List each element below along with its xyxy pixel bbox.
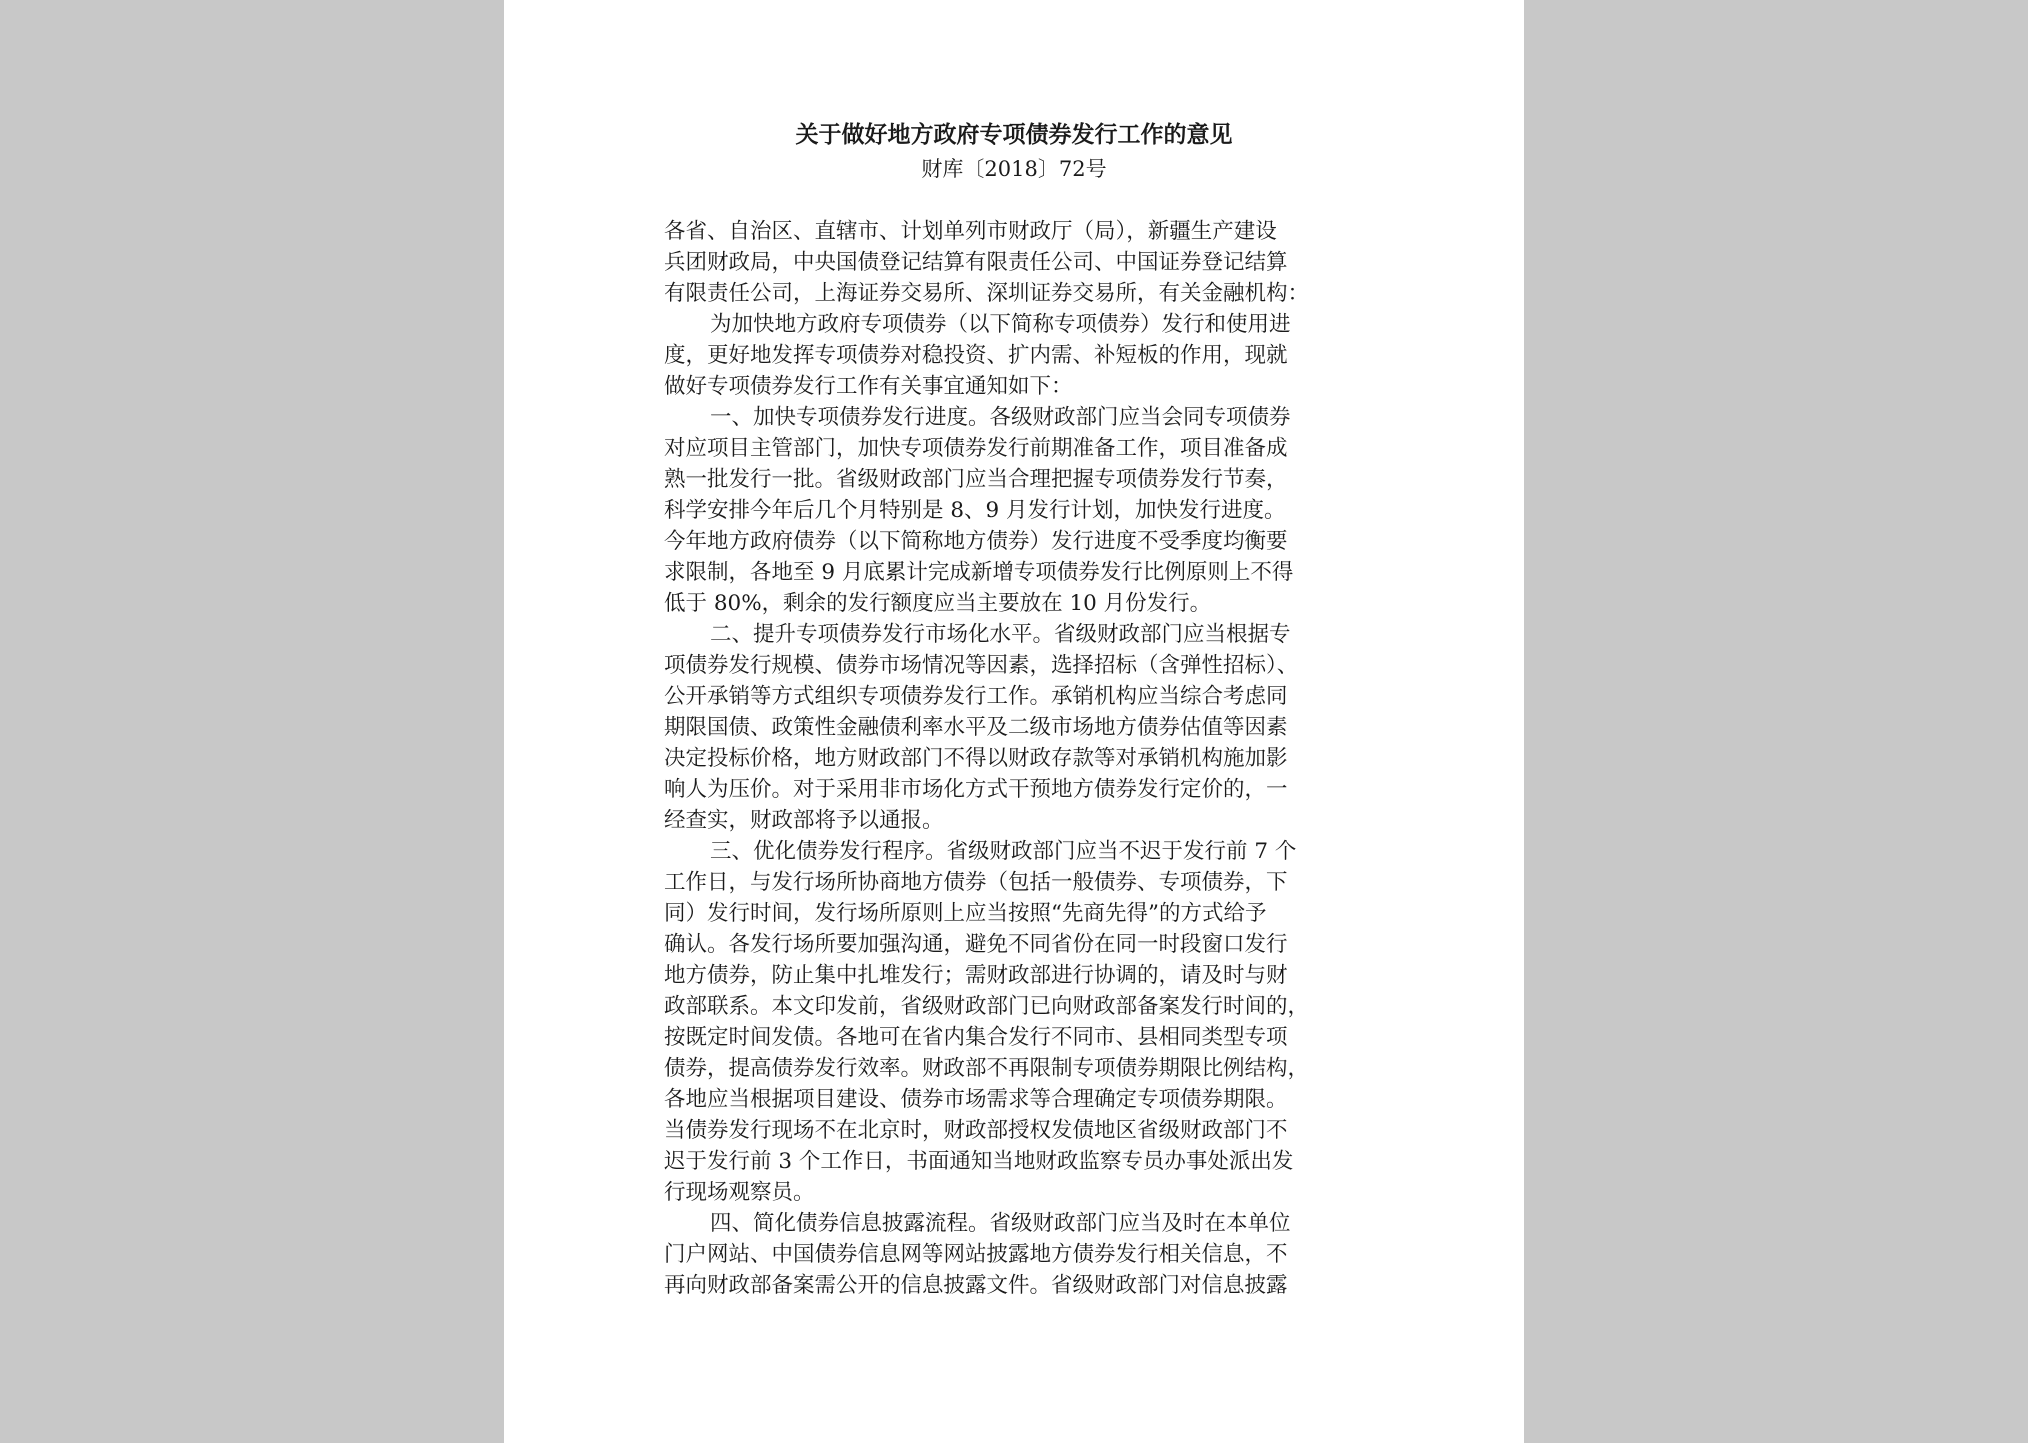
text-line: 为加快地方政府专项债券（以下简称专项债券）发行和使用进: [710, 312, 1291, 337]
document-number: 财库〔2018〕72号: [921, 157, 1107, 181]
text-line: 按既定时间发债。各地可在省内集合发行不同市、县相同类型专项: [664, 1025, 1288, 1050]
text-line: 公开承销等方式组织专项债券发行工作。承销机构应当综合考虑同: [664, 684, 1288, 709]
text-line: 工作日，与发行场所协商地方债券（包括一般债券、专项债券，下: [664, 870, 1288, 895]
document-body: [664, 216, 1376, 1301]
text-line: 响人为压价。对于采用非市场化方式干预地方债券发行定价的，一: [664, 777, 1288, 802]
document-title: 关于做好地方政府专项债券发行工作的意见: [795, 121, 1233, 148]
text-line: 科学安排今年后几个月特别是 8、9 月发行计划，加快发行进度。: [664, 498, 1286, 523]
text-line: 决定投标价格，地方财政部门不得以财政存款等对承销机构施加影: [664, 746, 1288, 771]
text-line: 二、提升专项债券发行市场化水平。省级财政部门应当根据专: [710, 622, 1291, 647]
text-line: 一、加快专项债券发行进度。各级财政部门应当会同专项债券: [710, 405, 1291, 430]
text-line: 做好专项债券发行工作有关事宜通知如下：: [664, 374, 1073, 399]
document-page: [504, 0, 1524, 1443]
text-line: 期限国债、政策性金融债利率水平及二级市场地方债券估值等因素: [664, 715, 1288, 740]
text-line: 再向财政部备案需公开的信息披露文件。省级财政部门对信息披露: [664, 1273, 1288, 1298]
text-line: 各地应当根据项目建设、债券市场需求等合理确定专项债券期限。: [664, 1087, 1288, 1112]
text-line: 求限制，各地至 9 月底累计完成新增专项债券发行比例原则上不得: [664, 560, 1294, 585]
text-line: 地方债券，防止集中扎堆发行；需财政部进行协调的，请及时与财: [664, 963, 1288, 988]
text-line: 对应项目主管部门，加快专项债券发行前期准备工作，项目准备成: [664, 436, 1288, 461]
text-line: 债券，提高债券发行效率。财政部不再限制专项债券期限比例结构，: [664, 1056, 1310, 1081]
text-line: 当债券发行现场不在北京时，财政部授权发债地区省级财政部门不: [664, 1118, 1288, 1143]
text-line: 各省、自治区、直辖市、计划单列市财政厅（局），新疆生产建设: [664, 219, 1277, 244]
text-line: 迟于发行前 3 个工作日，书面通知当地财政监察专员办事处派出发: [664, 1149, 1294, 1174]
text-line: 低于 80%，剩余的发行额度应当主要放在 10 月份发行。: [664, 591, 1212, 616]
text-line: 确认。各发行场所要加强沟通，避免不同省份在同一时段窗口发行: [664, 932, 1288, 957]
text-line: 四、简化债券信息披露流程。省级财政部门应当及时在本单位: [710, 1211, 1291, 1236]
text-line: 门户网站、中国债券信息网等网站披露地方债券发行相关信息，不: [664, 1242, 1288, 1267]
text-line: 经查实，财政部将予以通报。: [664, 808, 944, 833]
text-line: 行现场观察员。: [664, 1180, 815, 1205]
text-line: 度，更好地发挥专项债券对稳投资、扩内需、补短板的作用，现就: [664, 343, 1288, 368]
text-line: 今年地方政府债券（以下简称地方债券）发行进度不受季度均衡要: [664, 529, 1288, 554]
text-line: 项债券发行规模、债券市场情况等因素，选择招标（含弹性招标）、: [664, 653, 1299, 678]
text-line: 熟一批发行一批。省级财政部门应当合理把握专项债券发行节奏，: [664, 467, 1288, 492]
text-line: 有限责任公司，上海证券交易所、深圳证券交易所，有关金融机构：: [664, 281, 1310, 306]
text-line: 政部联系。本文印发前，省级财政部门已向财政部备案发行时间的，: [664, 994, 1310, 1019]
text-line: 三、优化债券发行程序。省级财政部门应当不迟于发行前 7 个: [710, 839, 1297, 864]
text-line: 同）发行时间，发行场所原则上应当按照“先商先得”的方式给予: [664, 901, 1267, 926]
text-line: 兵团财政局，中央国债登记结算有限责任公司、中国证券登记结算: [664, 250, 1288, 275]
